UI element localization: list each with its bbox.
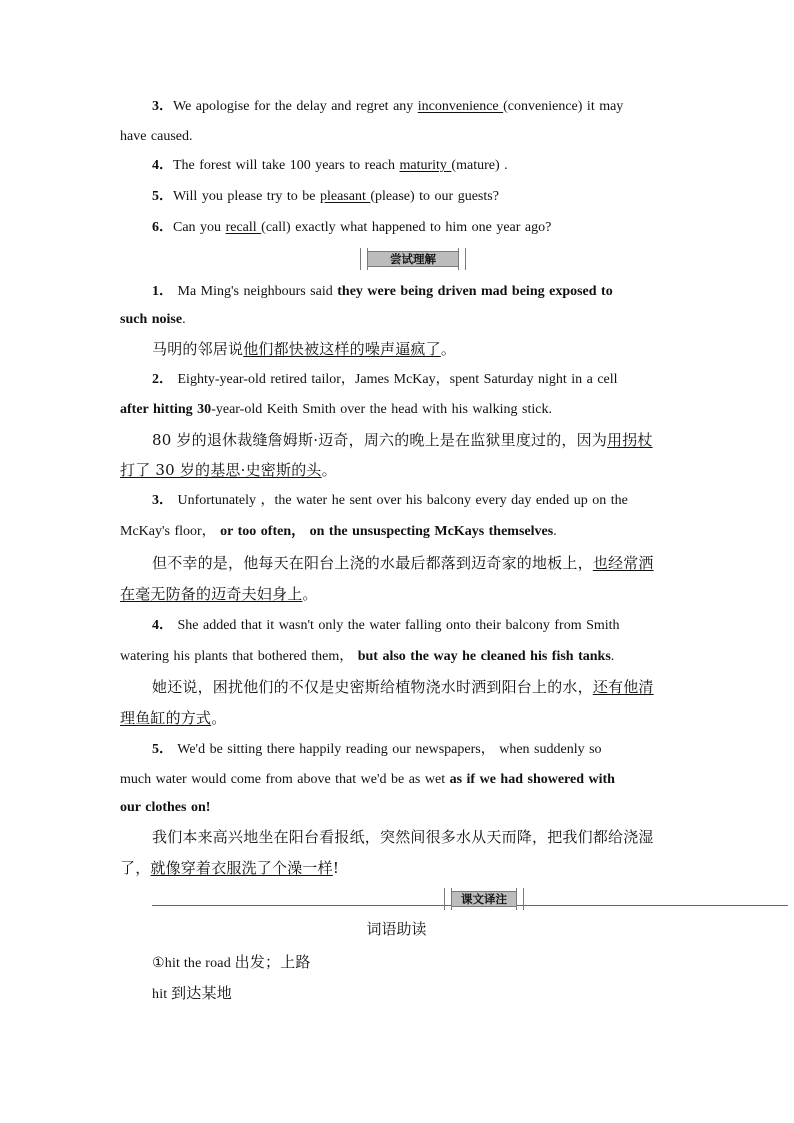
translation-text: 她还说，困扰他们的不仅是史密斯给植物浇水时洒到阳台上的水， (152, 678, 593, 696)
sentence-text: Ma Ming's neighbours said (173, 284, 338, 299)
sentence-2-zh-line-2 (120, 460, 673, 480)
sentence-1-en-line-1 (152, 283, 673, 301)
sentence-5-en-line-2 (120, 771, 673, 789)
sentence-key-phrase: but also the way he cleaned his fish tanks (353, 649, 611, 664)
translation-highlight: 用拐杖 (607, 431, 653, 449)
exercise-text: (please) to our guests? (370, 189, 499, 204)
sentence-text: . (182, 312, 186, 327)
note-term: hit (152, 987, 172, 1002)
translation-text: 。 (321, 461, 337, 479)
sentence-key-phrase: our clothes on! (120, 800, 211, 815)
exercise-number: 5． (152, 189, 173, 204)
sentence-key-phrase: as if we had showered with (449, 772, 615, 787)
sentence-1-zh (152, 339, 673, 359)
sentence-5-zh-line-1: 我们本来高兴地坐在阳台看报纸，突然间很多水从天而降，把我们都给浇湿 (152, 828, 654, 846)
exercise-text: (mature) . (451, 158, 508, 173)
exercise-text: Can you (173, 220, 226, 235)
exercise-answer: maturity (399, 158, 452, 173)
note-item (152, 952, 673, 974)
sentence-5-en-line-3 (120, 799, 673, 817)
translation-highlight: 还有他清 (592, 678, 654, 696)
sentence-text: Eighty-year-old retired tailor，James McKay，spent Saturday night in a cell (173, 372, 618, 387)
exercise-number: 4． (152, 158, 173, 173)
sentence-4-en-line-1 (152, 617, 673, 635)
sentence-5-en-line-1 (152, 741, 673, 759)
sentence-text: Unfortunately ，the water he sent over his balcony every day ended up on the (173, 493, 628, 508)
exercise-answer: pleasant (319, 189, 371, 204)
exercise-answer: inconvenience (417, 99, 504, 114)
translation-text: 。 (302, 585, 318, 603)
exercise-3-line-1 (152, 98, 673, 116)
note-meaning: 到达某地 (171, 984, 232, 1002)
exercise-4 (152, 157, 673, 175)
exercise-number: 3． (152, 99, 173, 114)
sentence-number: 3． (152, 493, 173, 508)
sentence-text: . (610, 649, 615, 664)
exercise-text: (convenience) it may (503, 99, 624, 114)
translation-text: 马明的邻居说 (152, 340, 244, 358)
translation-highlight: 就像穿着衣服洗了个澡一样 (150, 859, 333, 877)
sentence-2-en-line-1 (152, 371, 673, 389)
exercise-6 (152, 219, 673, 237)
sentence-3-zh-line-1 (152, 553, 673, 573)
sentence-text: . (553, 524, 557, 539)
translation-text: 80 岁的退休裁缝詹姆斯·迈奇，周六的晚上是在监狱里度过的，因为 (152, 431, 608, 449)
section-banner-try: 尝试理解 (368, 251, 458, 267)
translation-text: 了， (120, 859, 151, 877)
note-item (152, 983, 673, 1005)
sentence-4-zh-line-1 (152, 677, 673, 697)
exercise-text: Will you please try to be (173, 189, 320, 204)
exercise-3-line-2: have caused. (120, 129, 193, 144)
sentence-1-en-line-2 (120, 311, 673, 329)
sentence-number: 2． (152, 372, 173, 387)
note-term: ①hit the road (152, 956, 235, 971)
sentence-key-phrase: after hitting 30 (120, 402, 212, 417)
exercise-text: The forest will take 100 years to reach (173, 158, 400, 173)
notes-heading: 词语助读 (366, 920, 427, 938)
translation-text: ! (332, 859, 340, 877)
sentence-3-zh-line-2 (120, 584, 673, 604)
exercise-5 (152, 188, 673, 206)
exercise-text: We apologise for the delay and regret any (173, 99, 418, 114)
sentence-key-phrase: they were being driven mad being exposed to (337, 284, 613, 299)
exercise-text: (call) exactly what happened to him one year ago? (261, 220, 552, 235)
translation-highlight: 打了 30 岁的基思·史密斯的头 (120, 461, 322, 479)
translation-highlight: 也经常洒 (592, 554, 654, 572)
translation-highlight: 理鱼缸的方式 (120, 709, 212, 727)
sentence-4-zh-line-2 (120, 708, 673, 728)
translation-highlight: 他们都快被这样的噪声逼疯了 (243, 340, 441, 358)
sentence-text: She added that it wasn't only the water falling onto their balcony from Smith (173, 618, 620, 633)
sentence-2-zh-line-1 (152, 430, 673, 450)
sentence-2-en-line-2 (120, 401, 673, 419)
note-meaning: 出发；上路 (234, 953, 311, 971)
translation-text: 。 (440, 340, 457, 358)
sentence-text: McKay's floor， (120, 524, 216, 539)
sentence-number: 5． (152, 742, 173, 757)
sentence-text: watering his plants that bothered them， (120, 649, 354, 664)
sentence-5-zh-line-2 (120, 858, 673, 878)
sentence-text: much water would come from above that we'd be as wet (120, 772, 450, 787)
sentence-4-en-line-2 (120, 648, 673, 666)
sentence-3-en-line-1 (152, 492, 673, 510)
exercise-answer: recall (225, 220, 262, 235)
translation-highlight: 在毫无防备的迈奇夫妇身上 (120, 585, 303, 603)
section-banner-notes: 课文译注 (452, 891, 516, 907)
sentence-number: 4． (152, 618, 173, 633)
translation-text: 。 (211, 709, 227, 727)
sentence-text: We'd be sitting there happily reading our newspapers， when suddenly so (173, 742, 602, 757)
sentence-text: -year-old Keith Smith over the head with his walking stick. (211, 402, 552, 417)
sentence-key-phrase: or too often， on the unsuspecting McKays themselves (215, 524, 554, 539)
sentence-number: 1． (152, 284, 173, 299)
exercise-number: 6． (152, 220, 173, 235)
sentence-3-en-line-2 (120, 523, 673, 541)
translation-text: 但不幸的是，他每天在阳台上浇的水最后都落到迈奇家的地板上， (152, 554, 593, 572)
sentence-key-phrase: such noise (120, 312, 183, 327)
